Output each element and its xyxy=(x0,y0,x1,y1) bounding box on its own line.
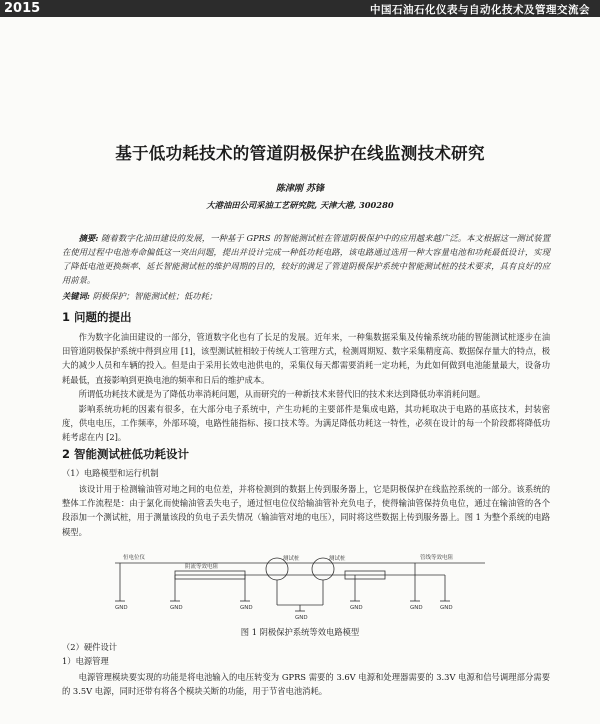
circuit-diagram xyxy=(115,549,485,627)
section-1-paragraph-1: 作为数字化油田建设的一部分，管道数字化也有了长足的发展。近年来，一种集数据采集及传输系统功能的智能测试桩逐步在油田管道阴极保护系统中得到应用 [1]，该型测试桩相较于传统人工管理方式，检测周期短、数字采集精度高、数据保存量大的特点，极大的减少人员和车辆的投入。但是由于采用长效电池供电的，采集仪每天都需要消耗一定功耗，为此如何做到电池能量最大，设备功耗最低，直接影响到更换电池的频率和日后的维护成本。 xyxy=(62,332,550,385)
section-1-paragraph-3: 影响系统功耗的因素有很多，在大部分电子系统中，产生功耗的主要部件是集成电路，其功耗取决于电路的基底技术，封装密度，供电电压，工作频率，外部环境，电路性能指标、接口技术等。为满足降低功耗这一特性，必须在设计的每一个阶段都将降低功耗考虑在内 [2]。 xyxy=(62,404,550,443)
gnd-label-4: GND xyxy=(350,605,363,611)
subsection-circuit-model: （1）电路模型和运行机制 xyxy=(62,468,159,478)
section-2-paragraph-2: 电源管理模块要实现的功能是将电池输入的电压转变为 GPRS 需要的 3.6V 电源和处理器需要的 3.3V 电源和信号调理部分需要的 3.5V 电源，同时还带有将各个模块关断的功能，用于节省电池消耗。 xyxy=(62,672,550,697)
section-1-paragraph-2: 所谓低功耗技术就是为了降低功率消耗问题，从而研究的一种新技术来替代旧的技术来达到降低功率消耗问题。 xyxy=(78,389,486,399)
year-label: 2015 xyxy=(4,1,41,16)
keywords-text: 阴极保护；智能测试桩；低功耗； xyxy=(92,291,218,301)
journal-title: 中国石油石化仪表与自动化技术及管理交流会 xyxy=(370,4,590,16)
subsection-hardware: （2）硬件设计 xyxy=(62,642,118,652)
gnd-label-1: GND xyxy=(115,605,128,611)
figure-1-caption: 图 1 阴极保护系统等效电路模型 xyxy=(240,627,360,637)
section-1-heading: 1 问题的提出 xyxy=(62,310,132,324)
gnd-label-6: GND xyxy=(440,605,453,611)
abstract-text: 随着数字化油田建设的发展，一种基于 GPRS 的智能测试桩在管道阴极保护中的应用越来越广泛。本文根据这一测试装置在使用过程中电池寿命偏低这一突出问题，提出并设计完成一种低功耗电路，该电路通过选用一种大容量电池和功耗最低设计，实现了降低电池更换频率、延长智能测试桩的维护周期的目的，较好的满足了管道阴极保护系统中智能测试桩的技术要求，具有良好的应用前景。 xyxy=(62,233,550,285)
affiliation: 大港油田公司采油工艺研究院, 天津大港, 300280 xyxy=(206,200,394,210)
label-load-equiv: 管线等效电阻 xyxy=(420,555,454,561)
label-potentiostat: 恒电位仪 xyxy=(123,555,146,561)
gnd-label-7: GND xyxy=(295,615,308,621)
authors: 陈津刚 苏锋 xyxy=(275,184,325,194)
abstract-label: 摘要: xyxy=(78,233,99,243)
abstract xyxy=(62,231,550,287)
label-tester-1: 测试桩 xyxy=(283,556,300,562)
journal-banner xyxy=(0,0,600,17)
section-2-heading: 2 智能测试桩低功耗设计 xyxy=(62,447,190,461)
keywords xyxy=(62,290,217,302)
gnd-label-5: GND xyxy=(410,605,423,611)
paper-title: 基于低功耗技术的管道阴极保护在线监测技术研究 xyxy=(115,144,485,163)
label-tester-2: 测试桩 xyxy=(329,556,346,562)
gnd-label-2: GND xyxy=(170,605,183,611)
keywords-label: 关键词: xyxy=(62,291,90,301)
subsection-power: 1）电源管理 xyxy=(62,656,109,666)
gnd-label-3: GND xyxy=(240,605,253,611)
section-2-paragraph-1: 该设计用于检测输油管对地之间的电位差，并将检测到的数据上传到服务器上，它是阴极保护在线监控系统的一部分。该系统的整体工作流程是：由于氯化而使输油管丢失电子，通过恒电位仪给输油管补充负电子，使得输油管保持负电位，通过在输油管的各个段添加一个测试桩，用于测量该段的负电子丢失情况（输油管对地的电压），同时将这些数据上传到服务器上。图 1 为整个系统的电路模型。 xyxy=(62,484,550,537)
label-pipe-equiv: 阴流等效电阻 xyxy=(185,564,219,570)
